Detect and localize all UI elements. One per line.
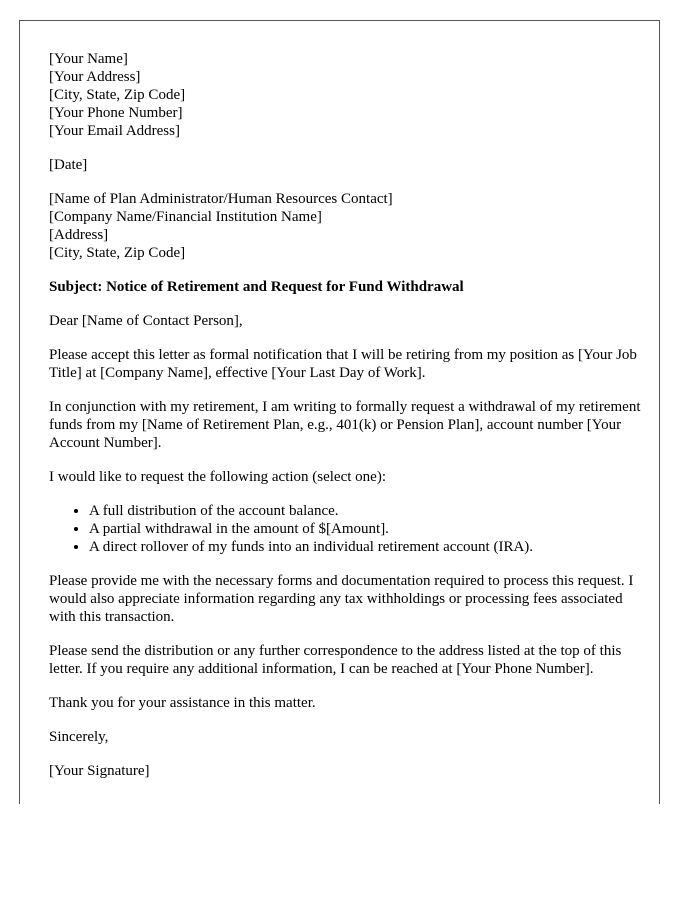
recipient-name: [Name of Plan Administrator/Human Resources Contact] xyxy=(49,191,393,207)
letter-page xyxy=(19,20,660,804)
salutation: Dear [Name of Contact Person], xyxy=(49,313,243,329)
sender-email: [Your Email Address] xyxy=(49,123,180,139)
list-item: • A partial withdrawal in the amount of $[Amount]. xyxy=(89,520,649,538)
paragraph-retirement-notice: Please accept this letter as formal notification that I will be retiring from my position as [Your Job Title] at [Company Name], effective [Your Last Day of Work]. xyxy=(49,347,637,381)
closing: Sincerely, xyxy=(49,729,109,745)
signature: [Your Signature] xyxy=(49,763,150,779)
list-item: • A full distribution of the account balance. xyxy=(89,502,649,520)
letter-content xyxy=(49,50,649,796)
paragraph-thanks: Thank you for your assistance in this matter. xyxy=(49,695,316,711)
date-block xyxy=(49,156,649,174)
subject-line: Subject: Notice of Retirement and Request for Fund Withdrawal xyxy=(49,279,464,295)
sender-address: [Your Address] xyxy=(49,69,141,85)
sender-city-state-zip: [City, State, Zip Code] xyxy=(49,87,186,103)
recipient-city-state-zip: [City, State, Zip Code] xyxy=(49,245,186,261)
recipient-address: [Address] xyxy=(49,227,109,243)
recipient-block xyxy=(49,190,649,262)
list-item: • A direct rollover of my funds into an individual retirement account (IRA). xyxy=(89,538,649,556)
sender-phone: [Your Phone Number] xyxy=(49,105,183,121)
paragraph-correspondence: Please send the distribution or any further correspondence to the address listed at the top of this letter. If you require any additional information, I can be reached at [Your Phone Number]. xyxy=(49,643,622,677)
paragraph-withdrawal-request: In conjunction with my retirement, I am writing to formally request a withdrawal of my retirement funds from my [Name of Retirement Plan, e.g., 401(k) or Pension Plan], account number [Your Account Number]. xyxy=(49,399,641,451)
paragraph-forms-request: Please provide me with the necessary forms and documentation required to process this request. I would also appreciate information regarding any tax withholdings or processing fees associated with this transaction. xyxy=(49,573,634,625)
sender-block xyxy=(49,50,649,140)
options-list xyxy=(49,502,649,556)
paragraph-select-action: I would like to request the following action (select one): xyxy=(49,469,386,485)
sender-name: [Your Name] xyxy=(49,51,128,67)
letter-date: [Date] xyxy=(49,157,88,173)
recipient-company: [Company Name/Financial Institution Name] xyxy=(49,209,322,225)
